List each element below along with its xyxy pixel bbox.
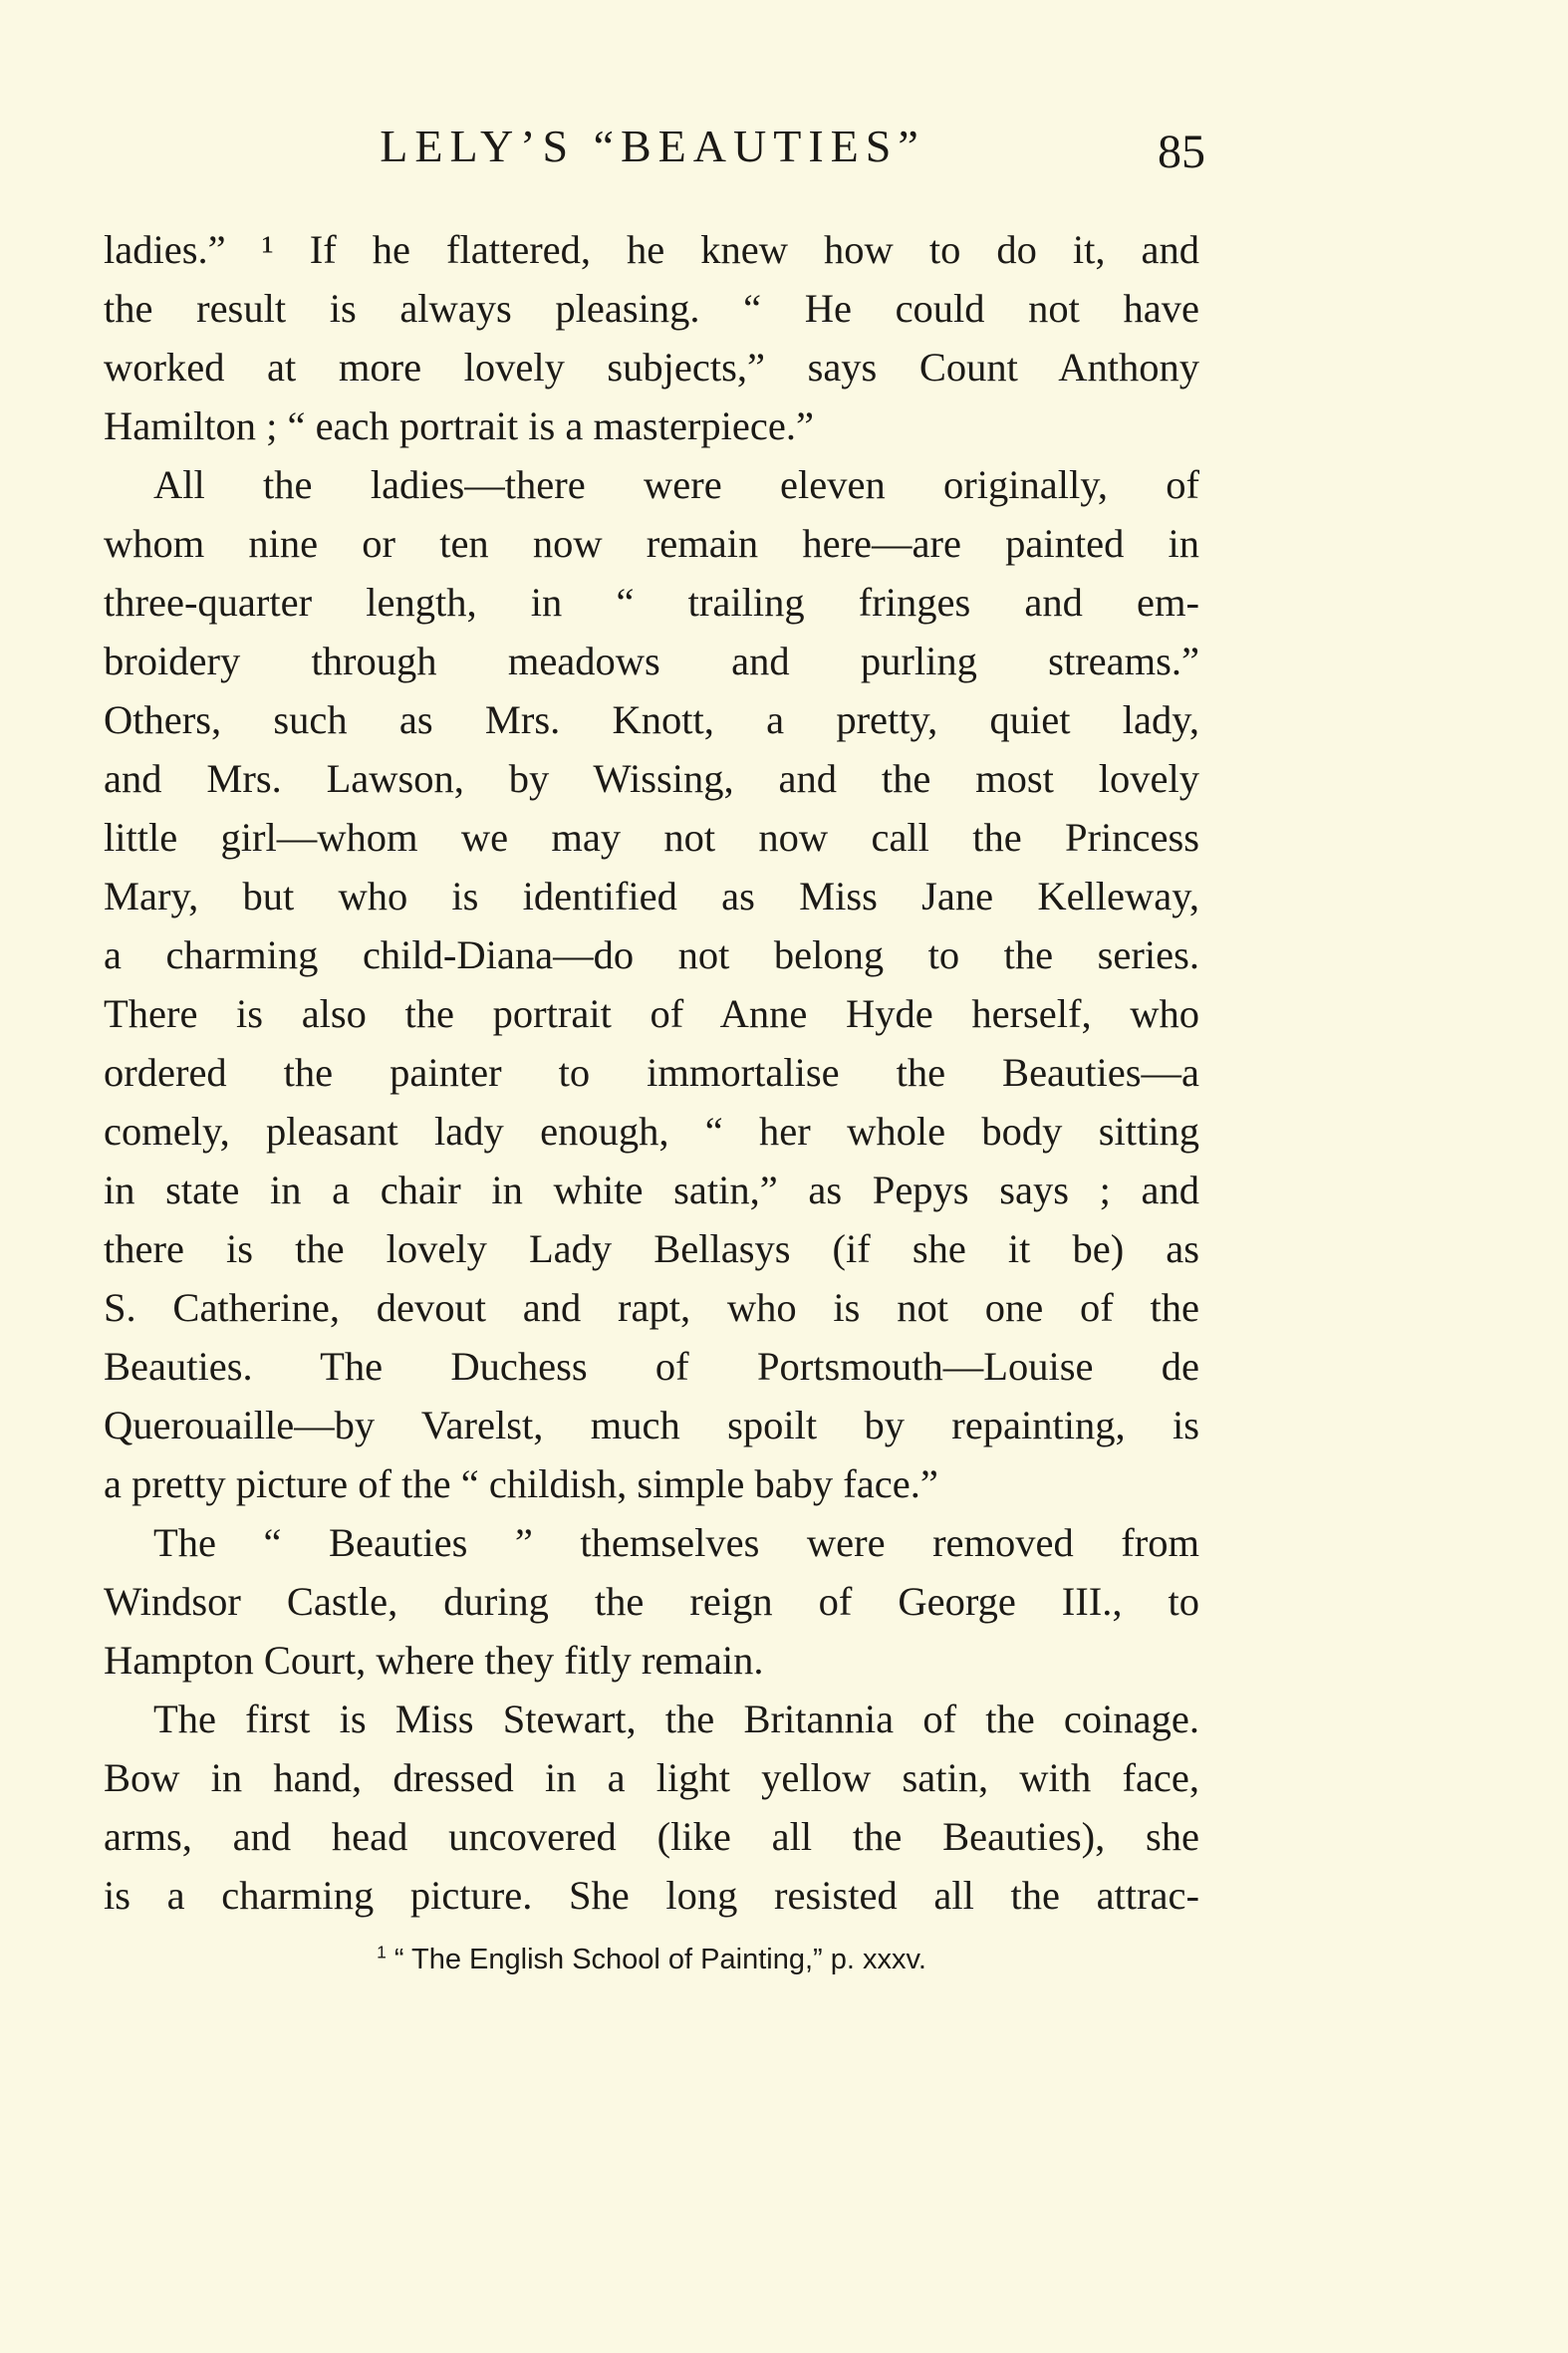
text-line: Mary, but who is identified as Miss Jane Kelleway, (104, 874, 1199, 918)
footnote-marker: 1 (377, 1942, 387, 1962)
text-line: Beauties. The Duchess of Portsmouth—Louise de (104, 1344, 1199, 1389)
text-line: the result is always pleasing. “ He could not have (104, 286, 1199, 331)
text-line: worked at more lovely subjects,” says Count Anthony (104, 345, 1199, 390)
text-line: The first is Miss Stewart, the Britannia of the coinage. (153, 1697, 1199, 1741)
text-line: whom nine or ten now remain here—are painted in (104, 521, 1199, 566)
text-line: in state in a chair in white satin,” as Pepys says ; and (104, 1168, 1199, 1212)
text-line: comely, pleasant lady enough, “ her whole body sitting (104, 1109, 1199, 1154)
footnote-text: “ The English School of Painting,” p. xxxv. (393, 1944, 926, 1975)
text-line: arms, and head uncovered (like all the Beauties), she (104, 1814, 1199, 1859)
body-text (104, 220, 1199, 1925)
text-line: All the ladies—there were eleven originally, of (153, 462, 1199, 507)
text-line: three-quarter length, in “ trailing fringes and em- (104, 580, 1199, 625)
text-line: Others, such as Mrs. Knott, a pretty, quiet lady, (104, 697, 1199, 742)
text-line: is a charming picture. She long resisted all the attrac- (104, 1873, 1199, 1918)
text-line: ladies.” ¹ If he flattered, he knew how to do it, and (104, 227, 1199, 272)
text-line: Querouaille—by Varelst, much spoilt by repainting, is (104, 1403, 1199, 1447)
text-line: Hamilton ; “ each portrait is a masterpiece.” (104, 403, 814, 448)
running-head (100, 112, 1205, 181)
text-line: a charming child-Diana—do not belong to the series. (104, 932, 1199, 977)
text-line: S. Catherine, devout and rapt, who is not one of the (104, 1285, 1199, 1330)
text-line: Hampton Court, where they fitly remain. (104, 1638, 764, 1683)
text-line: and Mrs. Lawson, by Wissing, and the most lovely (104, 756, 1199, 801)
running-title: LELY’S “BEAUTIES” (380, 121, 925, 171)
text-line: The “ Beauties ” themselves were removed from (153, 1520, 1199, 1565)
text-line: ordered the painter to immortalise the Beauties—a (104, 1050, 1199, 1095)
text-line: There is also the portrait of Anne Hyde herself, who (104, 991, 1199, 1036)
text-line: broidery through meadows and purling streams.” (104, 639, 1199, 683)
page-number: 85 (1158, 126, 1205, 178)
text-line: there is the lovely Lady Bellasys (if she it be) as (104, 1226, 1199, 1271)
text-line: Windsor Castle, during the reign of George III., to (104, 1579, 1199, 1624)
text-line: a pretty picture of the “ childish, simple baby face.” (104, 1461, 938, 1506)
text-line: little girl—whom we may not now call the Princess (104, 815, 1199, 860)
footnote (104, 1938, 1199, 1981)
text-line: Bow in hand, dressed in a light yellow satin, with face, (104, 1755, 1199, 1800)
